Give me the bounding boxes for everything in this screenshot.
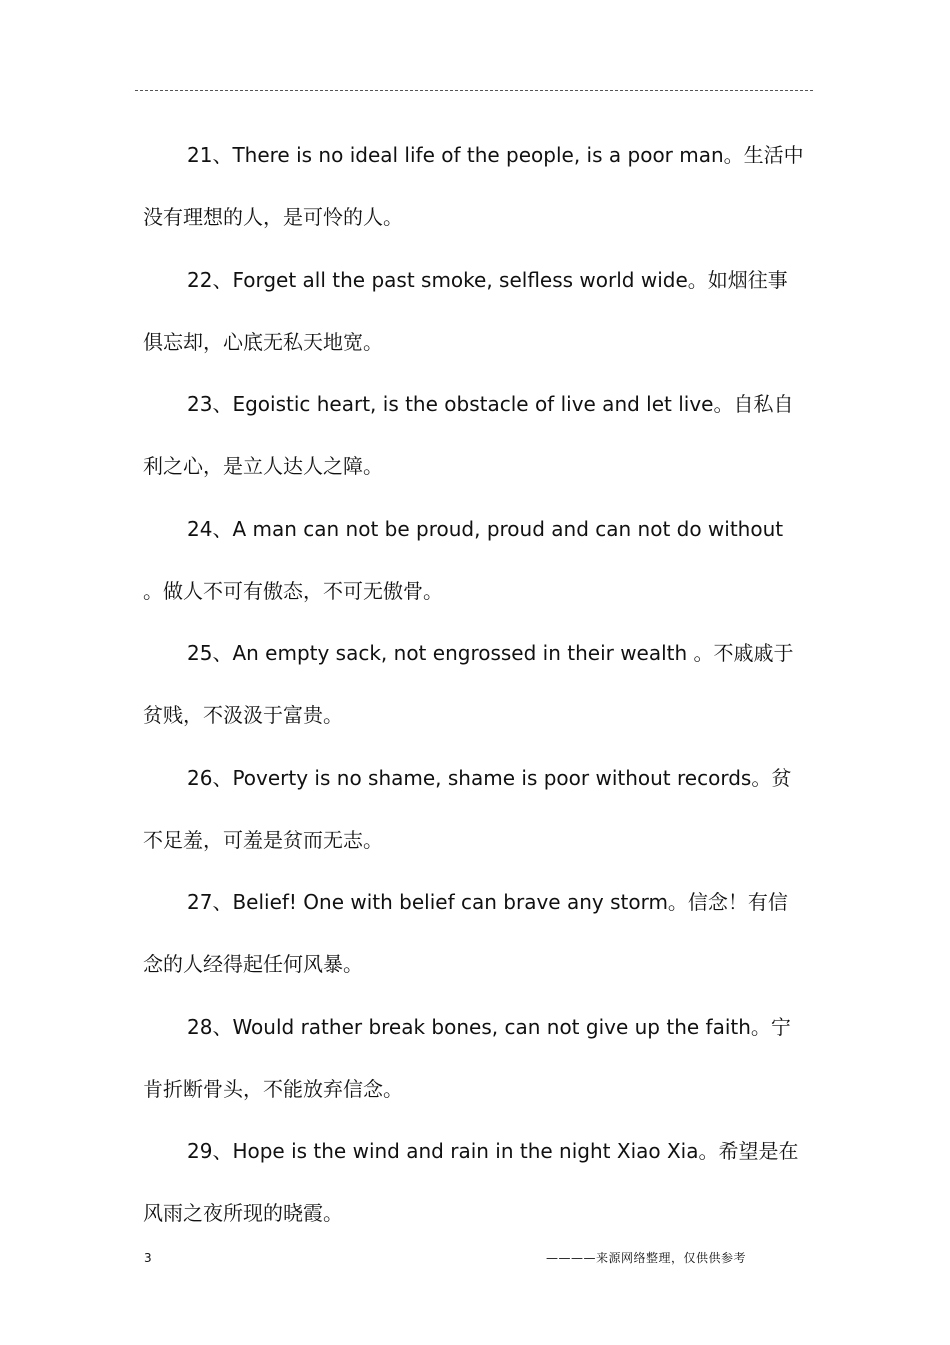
quote-list bbox=[143, 124, 807, 1245]
source-note: ————来源网络整理，仅供供参考 bbox=[546, 1251, 747, 1265]
quote-entry-25: 25、An empty sack, not engrossed in their wealth 。不戚戚于贫贱，不汲汲于富贵。 bbox=[143, 641, 794, 727]
quote-entry-24: 24、A man can not be proud, proud and can not do without 。做人不可有傲态，不可无傲骨。 bbox=[143, 516, 784, 603]
quote-entry-27: 27、Belief! One with belief can brave any storm。信念！有信念的人经得起任何风暴。 bbox=[143, 890, 788, 976]
quote-entry-29: 29、Hope is the wind and rain in the night Xiao Xia。希望是在风雨之夜所现的晓霞。 bbox=[143, 1139, 799, 1225]
page-number: 3 bbox=[144, 1251, 152, 1265]
quote-entry-22: 22、Forget all the past smoke, selfless world wide。如烟往事俱忘却，心底无私天地宽。 bbox=[143, 267, 788, 354]
page-footer bbox=[0, 1248, 950, 1268]
quote-entry-21: 21、There is no ideal life of the people, is a poor man。生活中没有理想的人，是可怜的人。 bbox=[143, 143, 804, 229]
header-divider bbox=[135, 90, 813, 91]
quote-entry-23: 23、Egoistic heart, is the obstacle of live and let live。自私自利之心，是立人达人之障。 bbox=[143, 392, 794, 478]
quote-entry-26: 26、Poverty is no shame, shame is poor without records。贫不足羞，可羞是贫而无志。 bbox=[143, 765, 792, 852]
quote-entry-28: 28、Would rather break bones, can not give up the faith。宁肯折断骨头，不能放弃信念。 bbox=[143, 1014, 791, 1101]
